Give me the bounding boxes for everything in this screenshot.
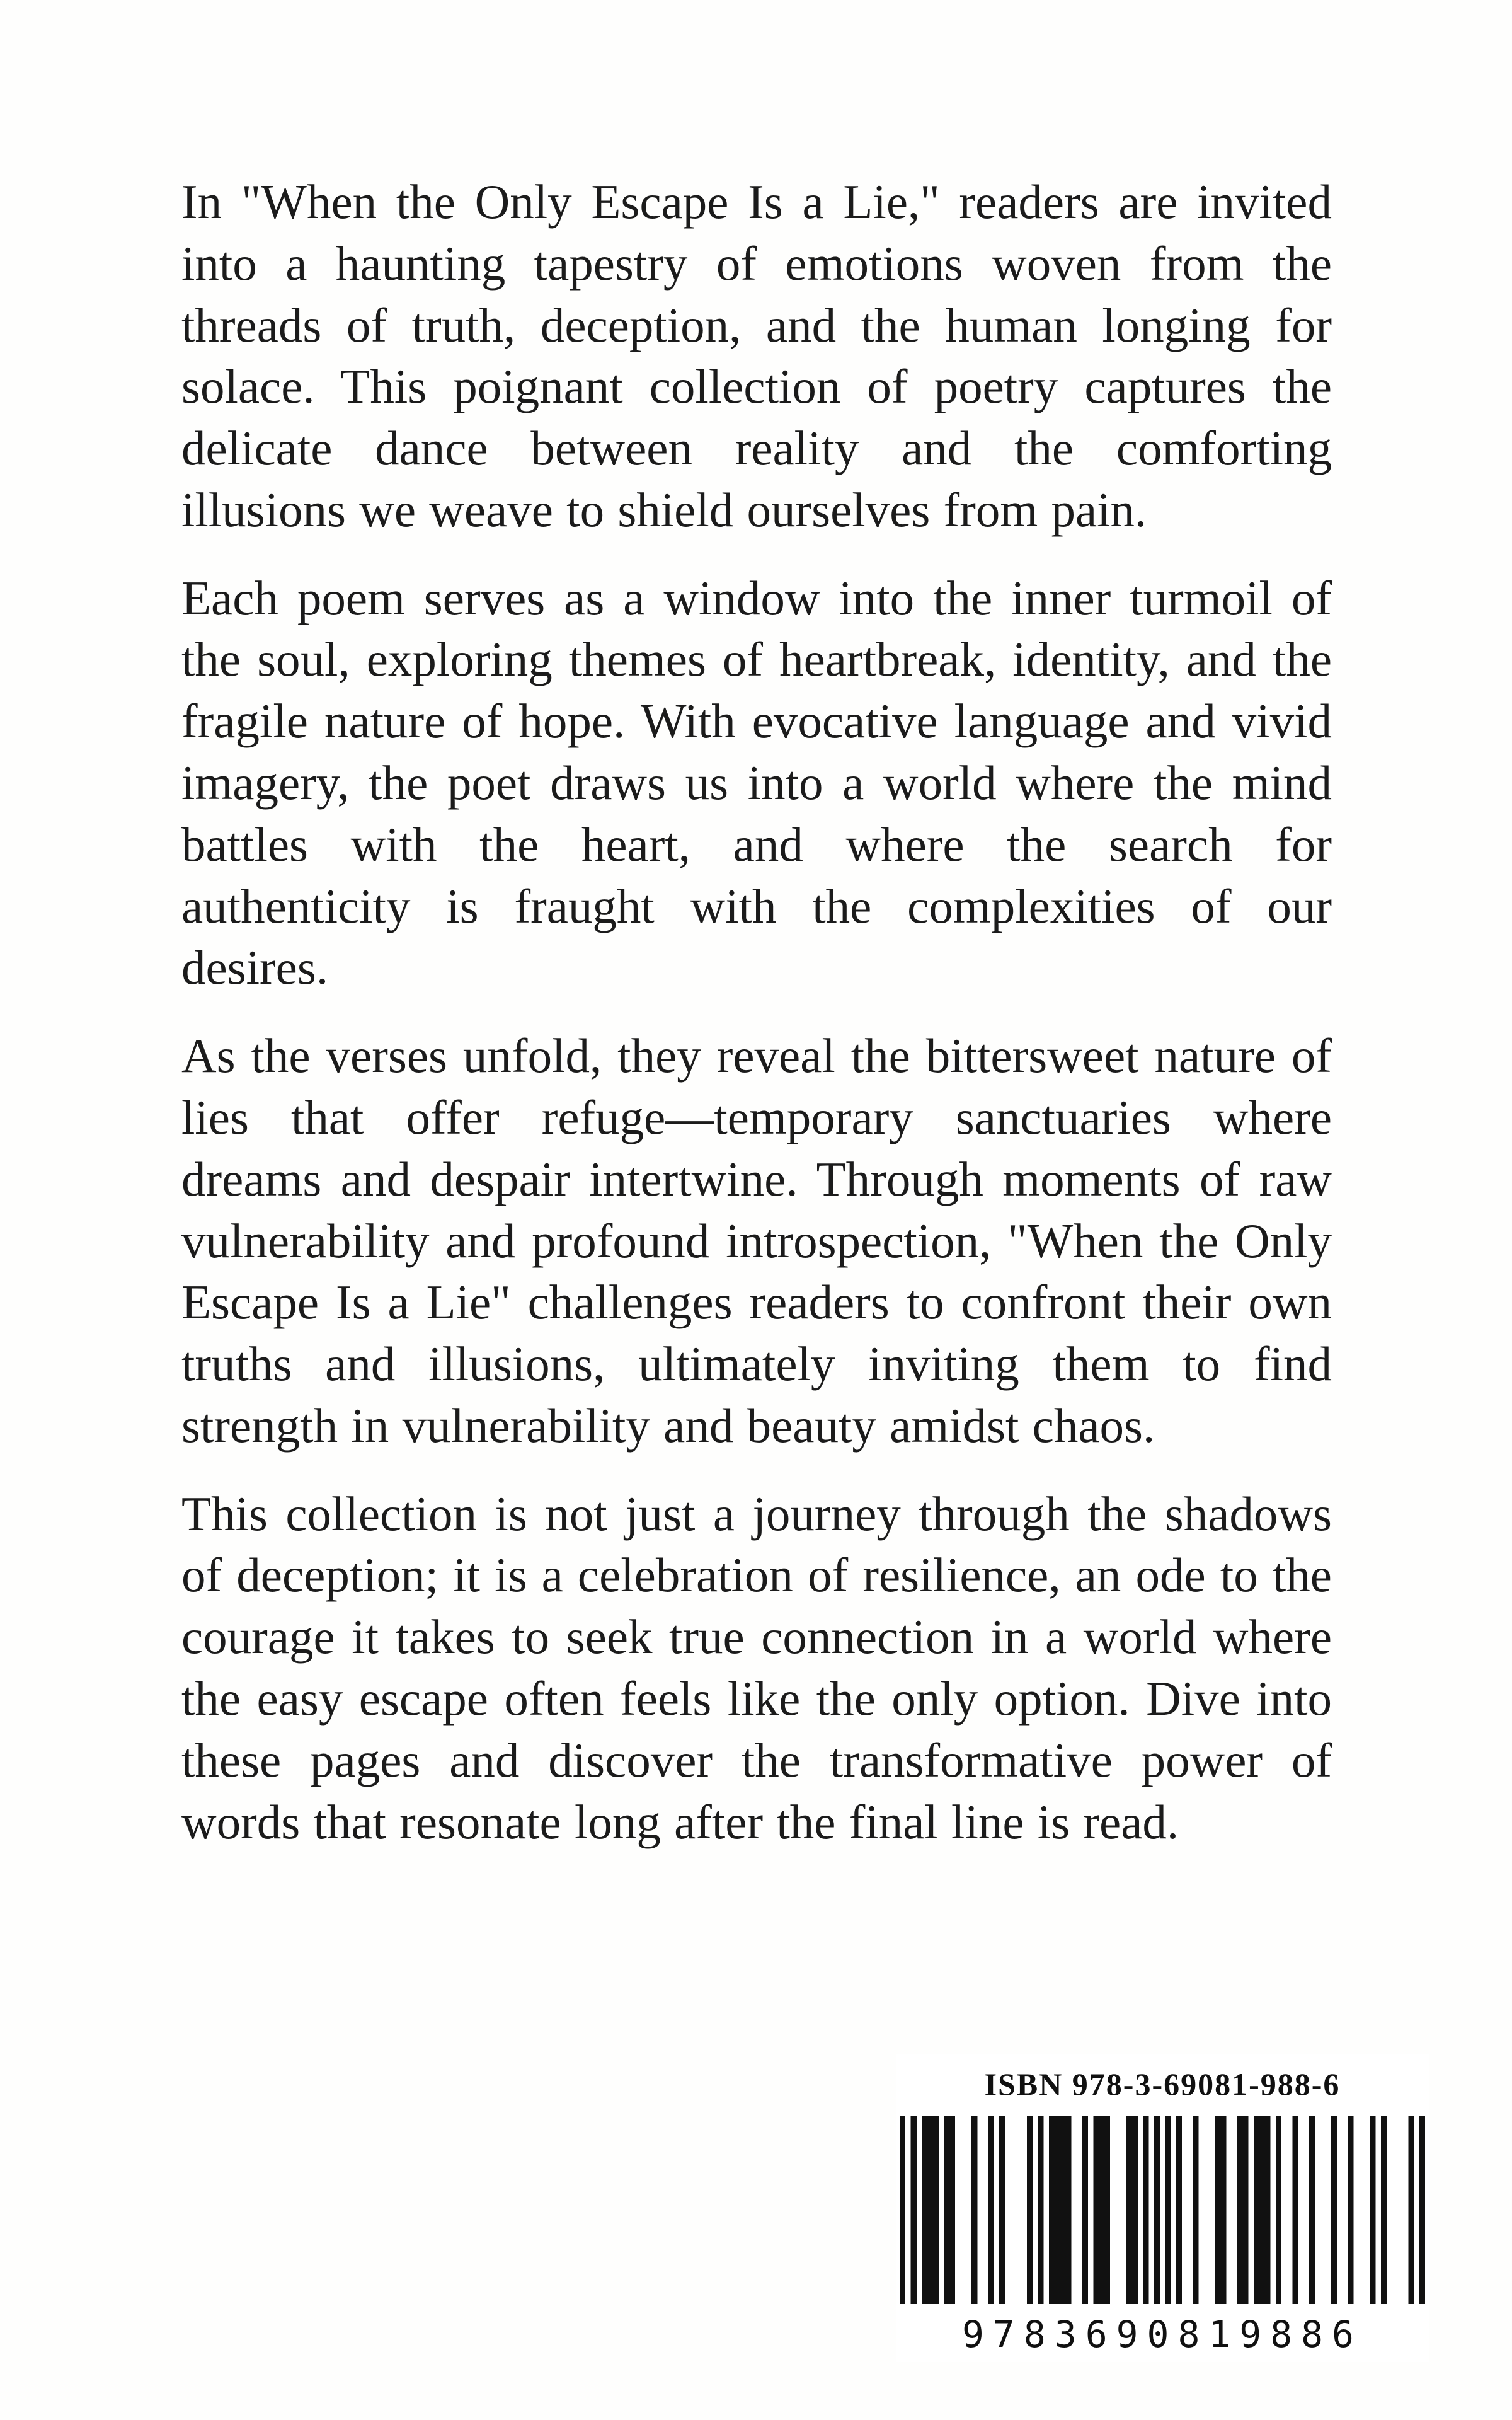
back-cover-text bbox=[181, 171, 1332, 1879]
paragraph-3: As the verses unfold, they reveal the bittersweet nature of lies that offer refuge—temporary sanctuaries where dreams and despair intertwine. Through moments of raw vulnerability and profound introspection, "When the Only Escape Is a Lie" challenges readers to confront their own truths and illusions, ultimately inviting them to find strength in vulnerability and beauty amidst chaos. bbox=[181, 1028, 1332, 1453]
isbn-block bbox=[896, 2054, 1429, 2362]
isbn-label: ISBN 978-3-69081-988-6 bbox=[984, 2066, 1341, 2102]
paragraph-4: This collection is not just a journey through the shadows of deception; it is a celebration of resilience, an ode to the courage it takes to seek true connection in a world where the easy escape often feels like the only option. Dive into these pages and discover the transformative power of words that resonate long after the final line is read. bbox=[181, 1486, 1332, 1849]
paragraph-1: In "When the Only Escape Is a Lie," readers are invited into a haunting tapestry of emotions woven from the threads of truth, deception, and the human longing for solace. This poignant collection of poetry captures the delicate dance between reality and the comforting illusions we weave to shield ourselves from pain. bbox=[181, 175, 1332, 537]
paragraph-2: Each poem serves as a window into the inner turmoil of the soul, exploring themes of heartbreak, identity, and the fragile nature of hope. With evocative language and vivid imagery, the poet draws us into a world where the mind battles with the heart, and where the search for authenticity is fraught with the complexities of our desires. bbox=[181, 570, 1332, 995]
isbn-barcode bbox=[900, 2116, 1425, 2304]
isbn-digits: 9783690819886 bbox=[962, 2313, 1363, 2356]
